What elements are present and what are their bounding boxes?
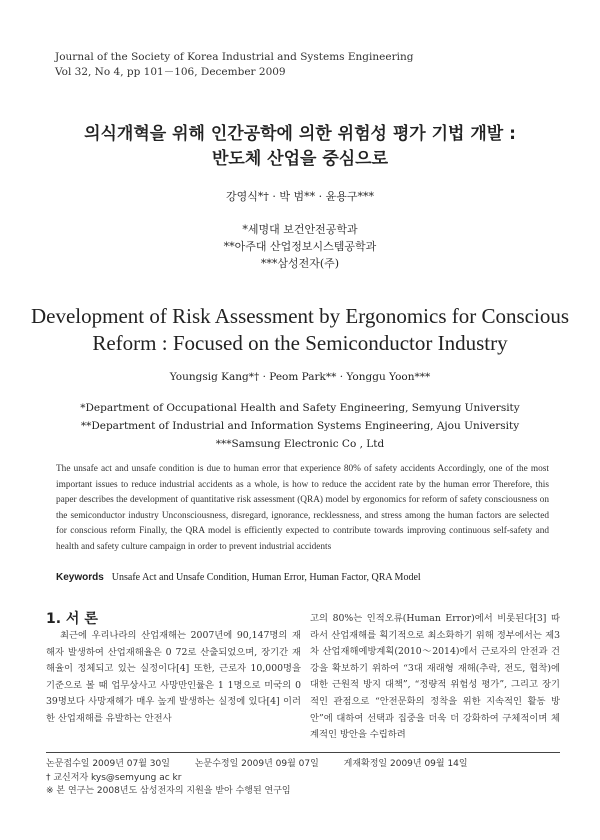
korean-affiliation: *세명대 보건안전공학과 (242, 223, 358, 236)
korean-title (30, 122, 570, 172)
english-title-line2: Reform : Focused on the Semiconductor Industry (92, 331, 508, 355)
korean-affiliations (0, 221, 600, 272)
english-affiliation: ***Samsung Electronic Co , Ltd (215, 438, 385, 450)
keywords (56, 572, 421, 583)
abstract: The unsafe act and unsafe condition is due to human error that experience 80% of safety accidents Accordingly, one of the most important issues to reduce industrial accidents as a whole, is how to reduce the accident rate by the human error Therefore, this paper describes the development of quantitative risk assessment (QRA) model by ergonomics for reform of safety consciousness on the semiconductor industry Unconsciousness, disregard, ignorance, recklessness, and stress among the human factors are selected for conscious reform Finally, the QRA model is efficiently expected to contribute towards improving continuous self-safety and health and safety culture campaign in order to prevent industrial accidents (56, 464, 549, 552)
journal-name: Journal of the Society of Korea Industrial and Systems Engineering (55, 51, 414, 63)
english-authors: Youngsig Kang*† · Peom Park** · Yonggu Yoon*** (169, 371, 431, 383)
english-title-line1: Development of Risk Assessment by Ergonomics for Conscious (31, 304, 569, 328)
corresponding-author: † 교신저자 kys@semyung ac kr (46, 772, 182, 783)
english-title (20, 303, 580, 357)
funding-note: ※ 본 연구는 2008년도 삼성전자의 지원을 받아 수행된 연구임 (46, 786, 291, 796)
korean-affiliation: ***삼성전자(주) (260, 257, 340, 270)
keywords-label: Keywords (56, 572, 104, 583)
footnote-divider (46, 752, 560, 753)
english-affiliations (0, 399, 600, 453)
received-date: 논문접수일 2009년 07월 30일 (46, 759, 170, 769)
journal-issue: Vol 32, No 4, pp 101－106, December 2009 (55, 66, 286, 78)
korean-affiliation: **아주대 산업정보시스템공학과 (223, 240, 377, 253)
korean-authors: 강영식*† · 박 범** · 윤용구*** (226, 190, 374, 203)
english-affiliation: **Department of Industrial and Information Systems Engineering, Ajou University (80, 420, 520, 432)
body-column-left: 최근에 우리나라의 산업재해는 2007년에 90,147명의 재해자 발생하여 산업재해율은 0 72로 산출되었으며, 장기간 재해율이 정체되고 있는 실정이다[4] 또한, 근로자 10,000명을 기준으로 볼 때 업무상사고 사망만인률은 1 1명으로 미국의 0 39명보다 사망재해가 매우 높게 발생하는 실정에 있다[4] 이러한 산업재해를 유발하는 안전사 (46, 630, 301, 724)
korean-title-line2: 반도체 산업을 중심으로 (211, 149, 389, 169)
revised-date: 논문수정일 2009년 09월 07일 (194, 759, 319, 769)
body-column-right: 고의 80%는 인적오류(Human Error)에서 비롯된다[3] 따라서 산업재해를 획기적으로 최소화하기 위해 정부에서는 제3차 산업재해예방계획(2010～2014)에서 근로자의 안전과 건강을 확보하기 위하여 “3대 재래형 재해(추락, 전도, 협착)에 대한 근원적 방지 대책”, “정량적 위험성 평가”, 그리고 장기적인 관점으로 “안전문화의 정착을 위한 지속적인 활동 방안”에 대하여 선택과 집중을 더욱 더 강화하여 구체적이며 체계적인 방안을 수립하려 (310, 613, 560, 741)
journal-header (55, 50, 413, 80)
section-heading: 1. 서 론 (46, 611, 98, 627)
footnotes (46, 758, 490, 799)
footnote-dates (46, 758, 490, 772)
english-affiliation: *Department of Occupational Health and Safety Engineering, Semyung University (80, 402, 520, 414)
keywords-text: Unsafe Act and Unsafe Condition, Human Error, Human Factor, QRA Model (111, 572, 421, 583)
korean-title-line1: 의식개혁을 위해 인간공학에 의한 위험성 평가 기법 개발 : (84, 124, 516, 144)
accepted-date: 게재확정일 2009년 09월 14일 (343, 759, 468, 769)
